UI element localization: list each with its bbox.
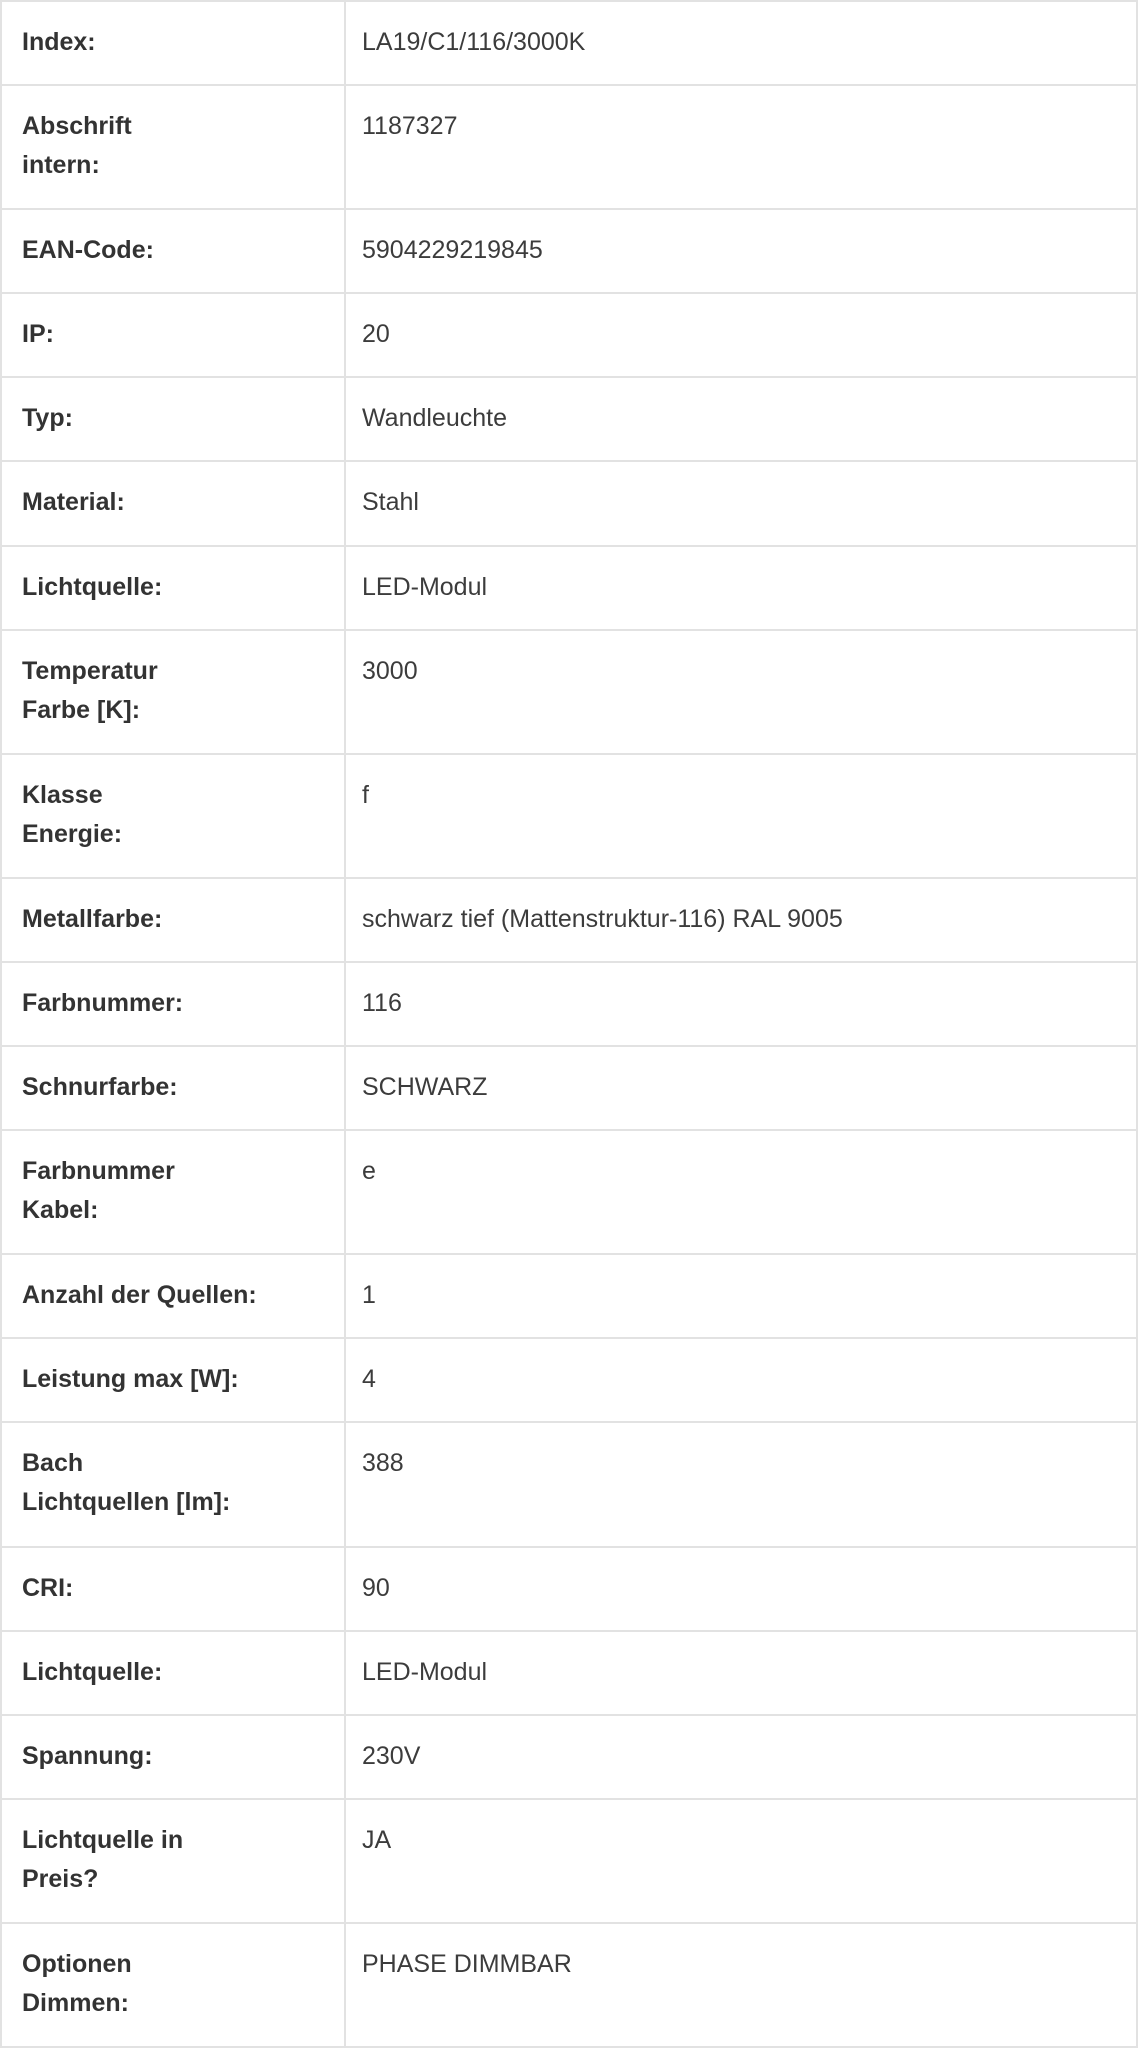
spec-value-cell	[345, 630, 1137, 754]
spec-value: LA19/C1/116/3000K	[362, 28, 586, 56]
spec-label-cell	[1, 962, 345, 1046]
spec-value-cell	[345, 1547, 1137, 1631]
spec-label: Temperatur Farbe [K]:	[22, 656, 158, 724]
spec-row	[1, 377, 1137, 461]
spec-label: Spannung:	[22, 1741, 153, 1770]
spec-value-cell	[345, 1422, 1137, 1546]
spec-label: Lichtquelle in Preis?	[22, 1825, 184, 1893]
spec-label-cell	[1, 209, 345, 293]
spec-value: JA	[362, 1825, 392, 1854]
spec-value-cell	[345, 754, 1137, 878]
spec-row	[1, 1715, 1137, 1799]
spec-label: Material:	[22, 488, 125, 517]
spec-value: 116	[362, 988, 402, 1017]
spec-label-cell	[1, 878, 345, 962]
spec-value: Stahl	[362, 488, 419, 517]
spec-row	[1, 1923, 1137, 2047]
spec-label: IP:	[22, 320, 54, 349]
spec-value: Wandleuchte	[362, 404, 507, 433]
spec-row	[1, 1254, 1137, 1338]
spec-row	[1, 962, 1137, 1046]
spec-value-cell	[345, 85, 1137, 209]
spec-row	[1, 1, 1137, 85]
spec-label-cell	[1, 461, 345, 545]
spec-label-cell	[1, 1715, 345, 1799]
spec-value-cell	[345, 1715, 1137, 1799]
spec-row	[1, 461, 1137, 545]
spec-label: Abschrift intern:	[22, 112, 132, 180]
spec-value: 5904229219845	[362, 236, 543, 265]
spec-row	[1, 546, 1137, 630]
spec-value-cell	[345, 461, 1137, 545]
spec-value: 3000	[362, 656, 418, 685]
spec-value-cell	[345, 209, 1137, 293]
spec-row	[1, 1338, 1137, 1422]
spec-value-cell	[345, 293, 1137, 377]
spec-value-cell	[345, 1254, 1137, 1338]
spec-value-cell	[345, 1338, 1137, 1422]
spec-value-cell	[345, 1, 1137, 85]
spec-label-cell	[1, 1547, 345, 1631]
spec-value: 230V	[362, 1741, 421, 1770]
spec-label: Index:	[22, 28, 96, 56]
spec-label: Optionen Dimmen:	[22, 1949, 132, 2017]
spec-row	[1, 1046, 1137, 1130]
spec-value-cell	[345, 546, 1137, 630]
spec-value: 1187327	[362, 112, 458, 141]
spec-value-cell	[345, 377, 1137, 461]
spec-row	[1, 1631, 1137, 1715]
spec-row	[1, 754, 1137, 878]
spec-row	[1, 1422, 1137, 1546]
spec-label: Metallfarbe:	[22, 904, 163, 933]
spec-value: 90	[362, 1573, 390, 1602]
spec-value-cell	[345, 1046, 1137, 1130]
spec-label: Farbnummer Kabel:	[22, 1157, 175, 1225]
spec-row	[1, 878, 1137, 962]
spec-label: Anzahl der Quellen:	[22, 1281, 257, 1310]
spec-label: CRI:	[22, 1573, 74, 1602]
spec-value: LED-Modul	[362, 1657, 488, 1686]
spec-label-cell	[1, 1, 345, 85]
spec-row	[1, 1130, 1137, 1254]
spec-row	[1, 1799, 1137, 1923]
spec-label-cell	[1, 1254, 345, 1338]
spec-value-cell	[345, 1631, 1137, 1715]
spec-label-cell	[1, 754, 345, 878]
spec-value-cell	[345, 1799, 1137, 1923]
spec-label: Bach Lichtquellen [lm]:	[22, 1449, 231, 1517]
spec-label: Typ:	[22, 404, 73, 433]
spec-value: 1	[362, 1281, 376, 1310]
spec-label: Leistung max [W]:	[22, 1365, 239, 1394]
spec-label-cell	[1, 1130, 345, 1254]
spec-label-cell	[1, 1923, 345, 2047]
spec-label: Lichtquelle:	[22, 572, 163, 601]
spec-value: LED-Modul	[362, 572, 488, 601]
spec-label-cell	[1, 293, 345, 377]
spec-label-cell	[1, 1046, 345, 1130]
spec-value: 20	[362, 320, 390, 349]
spec-row	[1, 630, 1137, 754]
spec-label-cell	[1, 1799, 345, 1923]
spec-label: Farbnummer:	[22, 988, 184, 1017]
spec-label-cell	[1, 1422, 345, 1546]
spec-value: SCHWARZ	[362, 1073, 488, 1102]
spec-value: e	[362, 1157, 376, 1186]
spec-label: EAN-Code:	[22, 236, 154, 265]
spec-value: 388	[362, 1449, 404, 1478]
spec-value: PHASE DIMMBAR	[362, 1949, 572, 1978]
spec-label-cell	[1, 630, 345, 754]
spec-value-cell	[345, 878, 1137, 962]
spec-label: Schnurfarbe:	[22, 1073, 178, 1102]
spec-row	[1, 1547, 1137, 1631]
spec-value: schwarz tief (Mattenstruktur-116) RAL 9005	[362, 904, 843, 933]
spec-value-cell	[345, 1923, 1137, 2047]
spec-row	[1, 209, 1137, 293]
spec-label-cell	[1, 85, 345, 209]
spec-label: Klasse Energie:	[22, 780, 123, 848]
spec-row	[1, 293, 1137, 377]
spec-label-cell	[1, 377, 345, 461]
spec-table-body	[1, 1, 1137, 2047]
spec-value: f	[362, 780, 369, 809]
spec-value-cell	[345, 962, 1137, 1046]
spec-label-cell	[1, 1631, 345, 1715]
spec-label-cell	[1, 1338, 345, 1422]
spec-value: 4	[362, 1365, 376, 1394]
spec-row	[1, 85, 1137, 209]
spec-value-cell	[345, 1130, 1137, 1254]
spec-label-cell	[1, 546, 345, 630]
spec-label: Lichtquelle:	[22, 1657, 163, 1686]
